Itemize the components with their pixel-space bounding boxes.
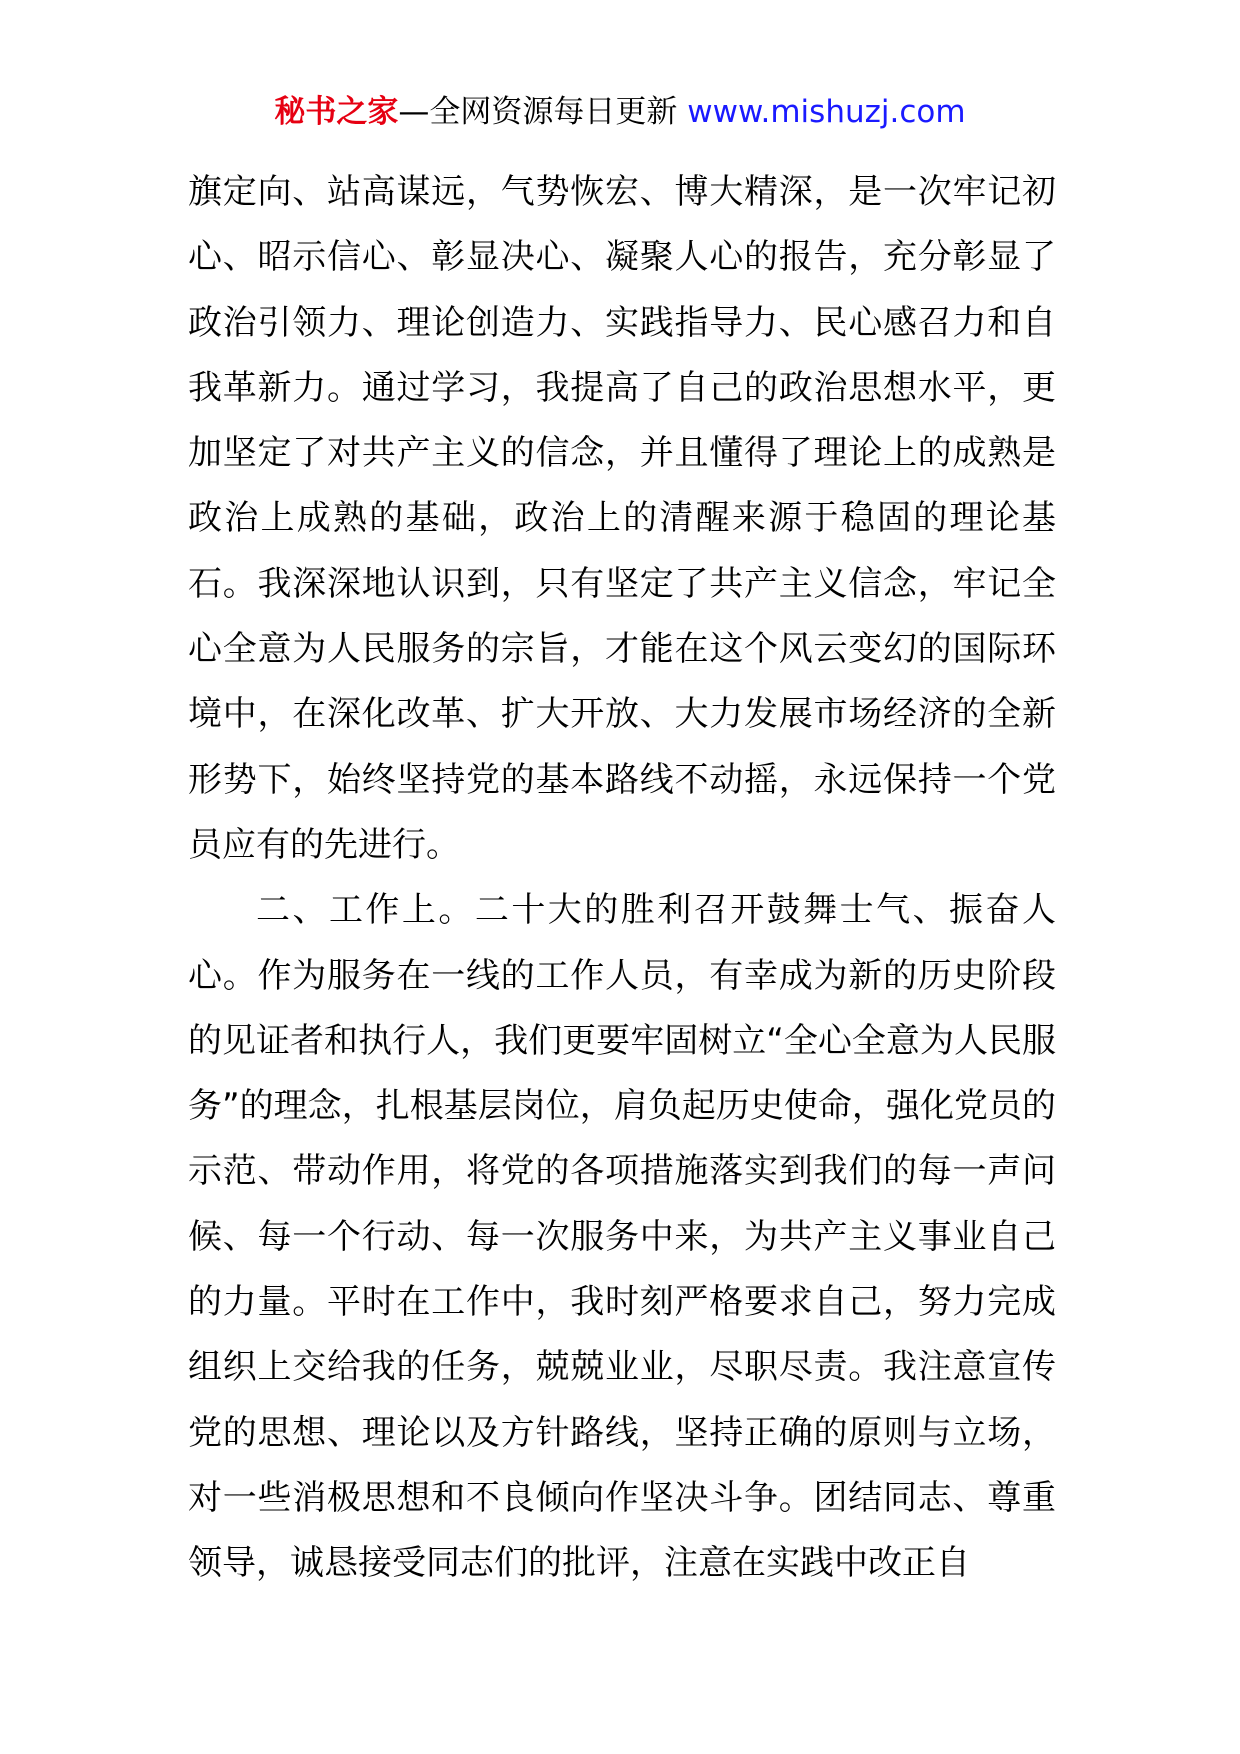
paragraph-work: 二、工作上。二十大的胜利召开鼓舞士气、振奋人心。作为服务在一线的工作人员，有幸成为新的历史阶段的见证者和执行人，我们更要牢固树立“全心全意为人民服务”的理念，扎根基层岗位，肩负起历史使命，强化党员的示范、带动作用，将党的各项措施落实到我们的每一声问候、每一个行动、每一次服务中来，为共产主义事业自己的力量。平时在工作中，我时刻严格要求自己，努力完成组织上交给我的任务，兢兢业业，尽职尽责。我注意宣传党的思想、理论以及方针路线，坚持正确的原则与立场，对一些消极思想和不良倾向作坚决斗争。团结同志、尊重领导，诚恳接受同志们的批评，注意在实践中改正自 [188,890,1056,1584]
paragraph-political: 旗定向、站高谋远，气势恢宏、博大精深，是一次牢记初心、昭示信心、彰显决心、凝聚人心的报告，充分彰显了政治引领力、理论创造力、实践指导力、民心感召力和自我革新力。通过学习，我提高了自己的政治思想水平，更加坚定了对共产主义的信念，并且懂得了理论上的成熟是政治上成熟的基础，政治上的清醒来源于稳固的理论基石。我深深地认识到，只有坚定了共产主义信念，牢记全心全意为人民服务的宗旨，才能在这个风云变幻的国际环境中，在深化改革、扩大开放、大力发展市场经济的全新形势下，始终坚持党的基本路线不动摇，永远保持一个党员应有的先进行。 [188,172,1056,865]
header-url: www.mishuzj.com [687,94,966,130]
header-slogan: —全网资源每日更新 [398,94,688,130]
document-body [188,160,1056,1597]
brand-name: 秘书之家 [274,94,399,130]
header-banner [0,90,1240,134]
